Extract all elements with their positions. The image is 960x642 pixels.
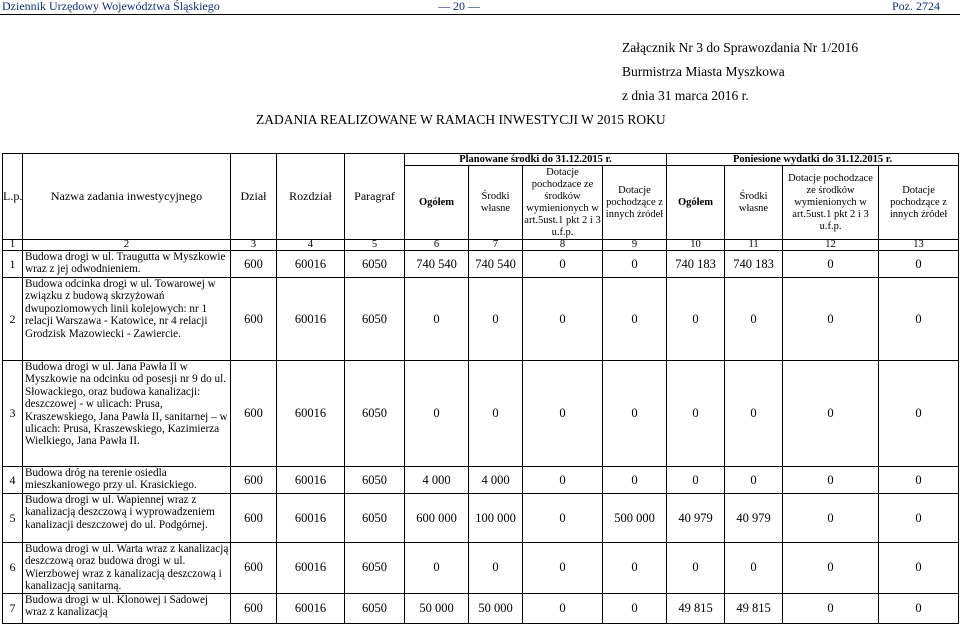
pon-ogolem-header: Ogółem [667, 166, 725, 240]
cell-pon-ogolem: 0 [667, 361, 725, 467]
cell-plan-wlasne: 4 000 [469, 467, 523, 494]
cell-plan-dot-inne: 0 [603, 278, 667, 361]
cell-plan-ogolem: 0 [405, 361, 469, 467]
cell-plan-dot-art: 0 [523, 361, 603, 467]
table-row [3, 593, 959, 623]
column-index: 12 [783, 240, 879, 251]
cell-paragraf: 6050 [345, 543, 405, 594]
cell-pon-dot-art: 0 [783, 494, 879, 543]
cell-plan-dot-art: 0 [523, 278, 603, 361]
task-name: Budowa drogi w ul. Jana Pawła II w Myszkowie na odcinku od posesji nr 9 do ul. Słowackiego, oraz budowa kanalizacji: deszczowej - w ulicach: Prusa, Kraszewskiego, Jana Pawła II, sanitarnej – w ulicach: Prusa, Kraszewskiego, Kazimierza Wielkiego, Jana Pawła II. [23, 361, 231, 467]
column-index: 1 [3, 240, 23, 251]
task-name: Budowa drogi w ul. Traugutta w Myszkowie wraz z jej odwodnieniem. [23, 251, 231, 278]
attachment-line-2: Burmistrza Miasta Myszkowa [622, 64, 785, 79]
column-index: 9 [603, 240, 667, 251]
cell-pon-wlasne: 0 [725, 543, 783, 594]
cell-plan-wlasne: 100 000 [469, 494, 523, 543]
task-name: Budowa drogi w ul. Wapiennej wraz z kanalizacją deszczową i wyprowadzeniem kanalizacji deszczowej do ul. Podgórnej. [23, 494, 231, 543]
cell-pon-ogolem: 0 [667, 467, 725, 494]
table-row [3, 494, 959, 543]
row-lp: 4 [3, 467, 23, 494]
cell-pon-wlasne: 740 183 [725, 251, 783, 278]
cell-dzial: 600 [231, 251, 277, 278]
cell-pon-ogolem: 740 183 [667, 251, 725, 278]
task-name: Budowa drogi w ul. Klonowej i Sadowej wraz z kanalizacją [23, 593, 231, 623]
row-lp: 6 [3, 543, 23, 594]
attachment-line-3: z dnia 31 marca 2016 r. [622, 88, 749, 103]
cell-paragraf: 6050 [345, 593, 405, 623]
cell-pon-wlasne: 0 [725, 361, 783, 467]
table-row [3, 543, 959, 594]
cell-pon-wlasne: 0 [725, 278, 783, 361]
cell-plan-dot-art: 0 [523, 467, 603, 494]
task-name: Budowa drogi w ul. Warta wraz z kanalizacją deszczową oraz budowa drogi w ul. Wierzbowej wraz z kanalizacją deszczową i kanalizacją sanitarną. [23, 543, 231, 594]
row-lp: 1 [3, 251, 23, 278]
cell-plan-ogolem: 740 540 [405, 251, 469, 278]
plan-ogolem-header: Ogółem [405, 166, 469, 240]
page-header [0, 0, 960, 15]
cell-plan-dot-inne: 0 [603, 543, 667, 594]
cell-rozdzial: 60016 [277, 543, 345, 594]
cell-plan-wlasne: 50 000 [469, 593, 523, 623]
column-index: 2 [23, 240, 231, 251]
cell-plan-wlasne: 740 540 [469, 251, 523, 278]
cell-pon-dot-art: 0 [783, 278, 879, 361]
cell-pon-ogolem: 0 [667, 278, 725, 361]
cell-pon-dot-inne: 0 [879, 278, 959, 361]
col-name-header: Nazwa zadania inwestycyjnego [23, 154, 231, 240]
cell-plan-ogolem: 0 [405, 278, 469, 361]
cell-paragraf: 6050 [345, 494, 405, 543]
cell-paragraf: 6050 [345, 361, 405, 467]
col-lp-header: L.p. [3, 154, 23, 240]
cell-plan-dot-art: 0 [523, 593, 603, 623]
col-dzial-header: Dział [231, 154, 277, 240]
row-lp: 2 [3, 278, 23, 361]
row-lp: 7 [3, 593, 23, 623]
pon-wlasne-header: Środki własne [725, 166, 783, 240]
cell-pon-dot-art: 0 [783, 467, 879, 494]
publication-title: Dziennik Urzędowy Województwa Śląskiego [2, 0, 220, 13]
cell-pon-ogolem: 49 815 [667, 593, 725, 623]
column-index: 4 [277, 240, 345, 251]
cell-plan-ogolem: 0 [405, 543, 469, 594]
position-number: Poz. 2724 [892, 0, 940, 13]
cell-pon-wlasne: 40 979 [725, 494, 783, 543]
attachment-line-1: Załącznik Nr 3 do Sprawozdania Nr 1/2016 [622, 40, 859, 55]
cell-paragraf: 6050 [345, 467, 405, 494]
column-index: 3 [231, 240, 277, 251]
plan-dot-art-header: Dotacje pochodzace ze środków wymienionych w art.5ust.1 pkt 2 i 3 u.f.p. [524, 166, 601, 238]
cell-rozdzial: 60016 [277, 494, 345, 543]
cell-pon-dot-inne: 0 [879, 361, 959, 467]
pon-dot-art-header: Dotacje pochodzace ze środków wymienionych w art.5ust.1 pkt 2 i 3 u.f.p. [783, 166, 879, 240]
cell-dzial: 600 [231, 494, 277, 543]
planned-group-header: Planowane środki do 31.12.2015 r. [405, 154, 667, 166]
cell-plan-wlasne: 0 [469, 543, 523, 594]
task-name: Budowa odcinka drogi w ul. Towarowej w związku z budową skrzyżowań dwupoziomowych linii kolejowych: nr 1 relacji Warszawa - Katowice, nr 4 relacji Grodzisk Mazowiecki - Zawiercie. [23, 278, 231, 361]
cell-rozdzial: 60016 [277, 467, 345, 494]
plan-wlasne-header: Środki własne [469, 166, 523, 240]
column-index: 6 [405, 240, 469, 251]
cell-pon-wlasne: 0 [725, 467, 783, 494]
cell-rozdzial: 60016 [277, 278, 345, 361]
cell-paragraf: 6050 [345, 278, 405, 361]
cell-rozdzial: 60016 [277, 593, 345, 623]
cell-dzial: 600 [231, 593, 277, 623]
cell-plan-dot-inne: 0 [603, 361, 667, 467]
cell-dzial: 600 [231, 543, 277, 594]
investment-table [2, 153, 959, 624]
cell-pon-dot-art: 0 [783, 543, 879, 594]
col-paragraf-header: Paragraf [345, 154, 405, 240]
cell-plan-ogolem: 50 000 [405, 593, 469, 623]
cell-dzial: 600 [231, 278, 277, 361]
cell-plan-ogolem: 4 000 [405, 467, 469, 494]
column-index: 13 [879, 240, 959, 251]
cell-plan-dot-inne: 500 000 [603, 494, 667, 543]
cell-plan-ogolem: 600 000 [405, 494, 469, 543]
column-index-row [3, 240, 959, 251]
task-name: Budowa dróg na terenie osiedla mieszkaniowego przy ul. Krasickiego. [23, 467, 231, 494]
cell-plan-dot-inne: 0 [603, 593, 667, 623]
cell-pon-wlasne: 49 815 [725, 593, 783, 623]
incurred-group-header: Poniesione wydatki do 31.12.2015 r. [667, 154, 959, 166]
plan-dot-inne-header: Dotacje pochodzące z innych źródeł [603, 166, 667, 240]
cell-paragraf: 6050 [345, 251, 405, 278]
col-rozdzial-header: Rozdział [277, 154, 345, 240]
table-row [3, 251, 959, 278]
cell-pon-dot-inne: 0 [879, 543, 959, 594]
table-row [3, 467, 959, 494]
cell-pon-dot-inne: 0 [879, 251, 959, 278]
table-row [3, 278, 959, 361]
cell-pon-dot-art: 0 [783, 593, 879, 623]
document-title: ZADANIA REALIZOWANE W RAMACH INWESTYCJI W 2015 ROKU [256, 112, 666, 127]
cell-pon-dot-art: 0 [783, 251, 879, 278]
cell-pon-ogolem: 40 979 [667, 494, 725, 543]
cell-plan-wlasne: 0 [469, 361, 523, 467]
table-row [3, 361, 959, 467]
cell-plan-wlasne: 0 [469, 278, 523, 361]
cell-pon-dot-inne: 0 [879, 593, 959, 623]
cell-dzial: 600 [231, 467, 277, 494]
column-index: 10 [667, 240, 725, 251]
cell-plan-dot-inne: 0 [603, 467, 667, 494]
cell-pon-ogolem: 0 [667, 543, 725, 594]
row-lp: 5 [3, 494, 23, 543]
cell-pon-dot-art: 0 [783, 361, 879, 467]
page-number: — 20 — [438, 0, 480, 13]
pon-dot-inne-header: Dotacje pochodzące z innych źródeł [879, 166, 959, 240]
cell-rozdzial: 60016 [277, 251, 345, 278]
column-index: 11 [725, 240, 783, 251]
column-index: 5 [345, 240, 405, 251]
column-index: 7 [469, 240, 523, 251]
cell-plan-dot-inne: 0 [603, 251, 667, 278]
column-index: 8 [523, 240, 603, 251]
cell-dzial: 600 [231, 361, 277, 467]
cell-plan-dot-art: 0 [523, 251, 603, 278]
cell-plan-dot-art: 0 [523, 543, 603, 594]
cell-pon-dot-inne: 0 [879, 467, 959, 494]
row-lp: 3 [3, 361, 23, 467]
cell-plan-dot-art: 0 [523, 494, 603, 543]
cell-rozdzial: 60016 [277, 361, 345, 467]
cell-pon-dot-inne: 0 [879, 494, 959, 543]
